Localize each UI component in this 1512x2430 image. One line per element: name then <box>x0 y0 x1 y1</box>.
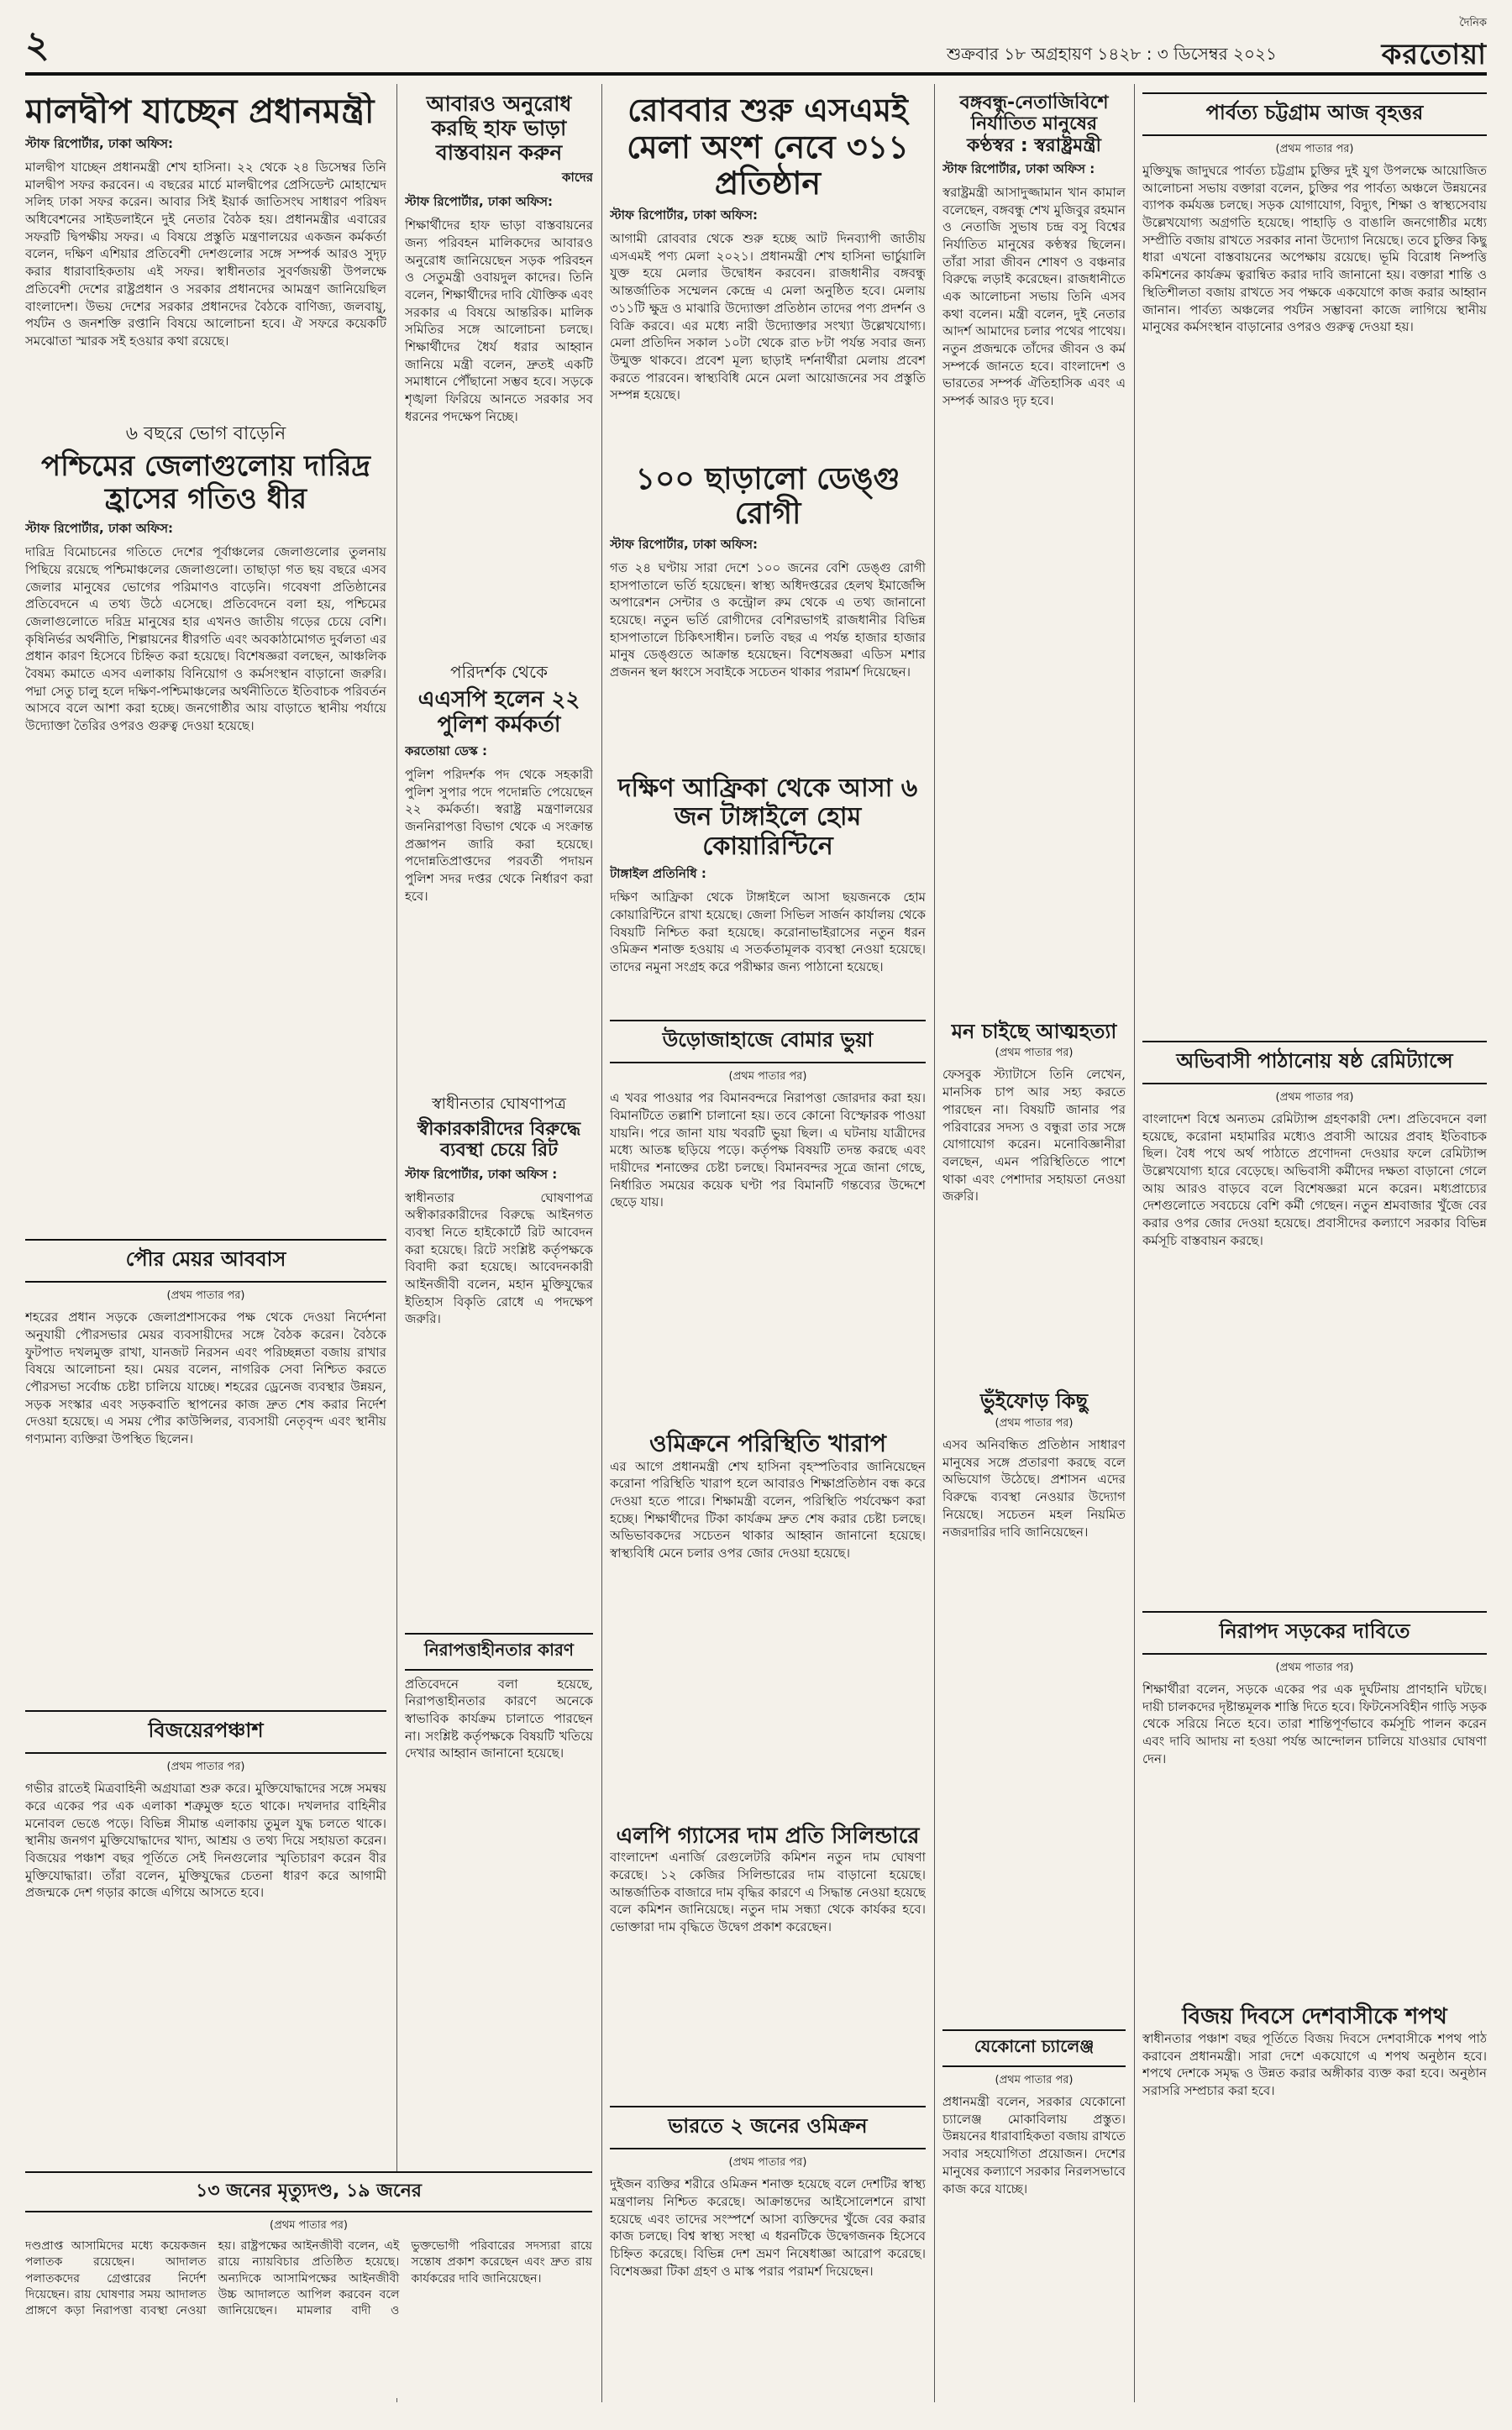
writ-byline: স্টাফ রিপোর্টার, ঢাকা অফিস : <box>405 1166 558 1182</box>
africa-byline: টাঙ্গাইল প্রতিনিধি : <box>610 866 706 882</box>
bomb-body: এ খবর পাওয়ার পর বিমানবন্দরে নিরাপত্তা জোরদার করা হয়। বিমানটিতে তল্লাশি চালানো হয়। তবে কোনো বিস্ফোরক পাওয়া যায়নি। পরে জানা যায় খবরটি ভুয়া ছিল। এ ঘটনায় যাত্রীদের মধ্যে আতঙ্ক ছড়িয়ে পড়ে। কর্তৃপক্ষ বিষয়টি তদন্ত করছে এবং দায়ীদের শনাক্তের চেষ্টা চলছে। বিমানবন্দর সূত্রে জানা গেছে, নির্ধারিত সময়ের কয়েক ঘণ্টা পর বিমানটি গন্তব্যের উদ্দেশে ছেড়ে যায়। <box>610 1090 926 1210</box>
suicide-body: ফেসবুক স্ট্যাটাসে তিনি লেখেন, মানসিক চাপ আর সহ্য করতে পারছেন না। বিষয়টি জানার পর পরিবারের সদস্য ও বন্ধুরা তার সঙ্গে যোগাযোগ করেন। মনোবিজ্ঞানীরা বলছেন, এমন পরিস্থিতিতে পাশে থাকা এবং পেশাদার সহায়তা নেওয়া জরুরি। <box>942 1067 1126 1205</box>
paura-body: শহরের প্রধান সড়কে জেলাপ্রশাসকের পক্ষ থেকে দেওয়া নির্দেশনা অনুযায়ী পৌরসভার মেয়র ব্যবসায়ীদের সঙ্গে বৈঠক করেন। বৈঠকে ফুটপাত দখলমুক্ত রাখা, যানজট নিরসন এবং পরিচ্ছন্নতা বজায় রাখার বিষয়ে আলোচনা হয়। মেয়র বলেন, নাগরিক সেবা নিশ্চিত করতে পৌরসভা সর্বোচ্চ চেষ্টা চালিয়ে যাচ্ছে। শহরের ড্রেনেজ ব্যবস্থার উন্নয়ন, সড়ক সংস্কার এবং সড়কবাতি স্থাপনের কাজ দ্রুত শেষ করার নির্দেশ দেওয়া হয়েছে। এ সময় পৌর কাউন্সিলর, ব্যবসায়ী নেতৃবৃন্দ এবং স্থানীয় গণ্যমান্য ব্যক্তিরা উপস্থিত ছিলেন। <box>25 1309 386 1446</box>
maldives-body: মালদ্বীপ যাচ্ছেন প্রধানমন্ত্রী শেখ হাসিনা। ২২ থেকে ২৪ ডিসেম্বর তিনি মালদ্বীপ সফর করবেন। এ বছরের মার্চে মালদ্বীপের প্রেসিডেন্ট মোহাম্মেদ সলিহ ঢাকা সফর করেন। আবার সিই ইয়ার্ক জাতিসংঘ সাধারণ পরিষদ অধিবেশনের সাইডলাইনে দুই নেতার বৈঠক হয়। প্রধানমন্ত্রীর এবারের সফরটি দ্বিপক্ষীয় সফর। এ বিষয়ে প্রস্তুতি মন্ত্রণালয়ের একজন কর্মকর্তা বলেন, দক্ষিণ এশিয়ার প্রতিবেশী দেশগুলোর সঙ্গে সম্পর্ক আরও সুদৃঢ় করার ধারাবাহিকতায় এই সফর। স্বাধীনতার সুবর্ণজয়ন্তী উপলক্ষে প্রতিবেশী দেশের রাষ্ট্রপ্রধান ও সরকার প্রধানদের আমন্ত্রণ জানিয়েছিল বাংলাদেশ। উভয় দেশের সরকার প্রধানদের বৈঠকে বাণিজ্য, জলবায়ু, পর্যটন ও জনশক্তি রপ্তানি বিষয়ে আলোচনা হবে। ঐ সফরে কয়েকটি সমঝোতা স্মারক সই হওয়ার কথা রয়েছে। <box>25 160 386 349</box>
bijoy-cont: (প্রথম পাতার পর) <box>166 1761 245 1774</box>
bomb-headline: উড়োজাহাজে বোমার ভুয়া <box>610 1020 926 1063</box>
column-1 <box>25 92 386 2402</box>
bangabandhu-headline: বঙ্গবন্ধু-নেতাজিবিশে নির্যাতিত মানুষের <box>959 92 1109 135</box>
masthead-small: দৈনিক <box>1459 17 1487 29</box>
bangabandhu-byline: স্টাফ রিপোর্টার, ঢাকা অফিস : <box>942 160 1095 176</box>
column-3 <box>610 92 926 2402</box>
asp-kicker: পরিদর্শক থেকে <box>449 662 549 683</box>
cht-body: মুক্তিযুদ্ধ জাদুঘরে পার্বত্য চট্টগ্রাম চুক্তির দুই যুগ উপলক্ষে আয়োজিত আলোচনা সভায় বক্তারা বলেন, চুক্তির পর পার্বত্য অঞ্চলে উন্নয়নের ব্যাপক কর্মযজ্ঞ চলছে। সড়ক যোগাযোগ, বিদ্যুৎ, শিক্ষা ও স্বাস্থ্যসেবায় উল্লেখযোগ্য অগ্রগতি হয়েছে। পাহাড়ি ও বাঙালি জনগোষ্ঠীর মধ্যে সম্প্রীতি বজায় রাখতে সরকার নানা উদ্যোগ নিয়েছে। তবে চুক্তির কিছু ধারা এখনো বাস্তবায়নের অপেক্ষায় রয়েছে। ভূমি বিরোধ নিষ্পত্তি কমিশনের কার্যক্রম ত্বরান্বিত করার দাবি জানানো হয়। বক্তারা শান্তি ও স্থিতিশীলতা বজায় রাখতে সব পক্ষকে একযোগে কাজ করার আহ্বান জানান। পার্বত্য অঞ্চলের পর্যটন সম্ভাবনা কাজে লাগিয়ে স্থানীয় মানুষের কর্মসংস্থান বাড়ানোর ওপরও গুরুত্ব দেওয়া হয়। <box>1142 163 1487 335</box>
sme-body: আগামী রোববার থেকে শুরু হচ্ছে আট দিনব্যাপী জাতীয় এসএমই পণ্য মেলা ২০২১। প্রধানমন্ত্রী শেখ হাসিনা ভার্চুয়ালি যুক্ত হয়ে মেলার উদ্বোধন করবেন। রাজধানীর বঙ্গবন্ধু আন্তর্জাতিক সম্মেলন কেন্দ্রে এ মেলা অনুষ্ঠিত হবে। মেলায় ৩১১টি ক্ষুদ্র ও মাঝারি উদ্যোক্তা প্রতিষ্ঠান তাদের পণ্য প্রদর্শন ও বিক্রি করবে। এর মধ্যে নারী উদ্যোক্তার সংখ্যা উল্লেখযোগ্য। মেলা প্রতিদিন সকাল ১০টা থেকে রাত ৮টা পর্যন্ত সবার জন্য উন্মুক্ত থাকবে। প্রবেশ মূল্য ছাড়াই দর্শনার্থীরা মেলায় প্রবেশ করতে পারবেন। স্বাস্থ্যবিধি মেনে মেলা আয়োজনের সব প্রস্তুতি সম্পন্ন হয়েছে। <box>610 231 926 403</box>
challenge-cont: (প্রথম পাতার পর) <box>995 2074 1074 2087</box>
suicide-cont: (প্রথম পাতার পর) <box>995 1047 1074 1060</box>
cht-headline: পার্বত্য চট্টগ্রাম আজ বৃহত্তর <box>1142 92 1487 136</box>
sme-headline: রোববার শুরু এসএমই মেলা অংশ নেবে ৩১১ প্রতিষ্ঠান <box>627 92 909 202</box>
asp-body: পুলিশ পরিদর্শক পদ থেকে সহকারী পুলিশ সুপার পদে পদোন্নতি পেয়েছেন ২২ কর্মকর্তা। স্বরাষ্ট্র মন্ত্রণালয়ের জননিরাপত্তা বিভাগ থেকে এ সংক্রান্ত প্রজ্ঞাপন জারি করা হয়েছে। পদোন্নতিপ্রাপ্তদের পরবর্তী পদায়ন পুলিশ সদর দপ্তর থেকে নির্ধারণ করা হবে। <box>405 767 593 904</box>
lpg-body: বাংলাদেশ এনার্জি রেগুলেটরি কমিশন নতুন দাম ঘোষণা করেছে। ১২ কেজির সিলিন্ডারের দাম বাড়ানো হয়েছে। আন্তর্জাতিক বাজারে দাম বৃদ্ধির কারণে এ সিদ্ধান্ত নেওয়া হয়েছে বলে কমিশন জানিয়েছে। নতুন দাম সন্ধ্যা থেকে কার্যকর হবে। ভোক্তারা দাম বৃদ্ধিতে উদ্বেগ প্রকাশ করেছেন। <box>610 1850 926 1935</box>
suicide-headline: মন চাইছে আত্মহত্যা <box>951 1019 1117 1043</box>
paura-cont: (প্রথম পাতার পর) <box>166 1289 245 1303</box>
poverty-byline: স্টাফ রিপোর্টার, ঢাকা অফিস: <box>25 521 173 537</box>
column-rule <box>396 84 397 2402</box>
remit-headline: অভিবাসী পাঠানোয় ষষ্ঠ রেমিট্যান্সে <box>1142 1041 1487 1084</box>
bijoy-headline: বিজয়েরপঞ্চাশ <box>25 1710 386 1754</box>
oath-body: স্বাধীনতার পঞ্চাশ বছর পূর্তিতে বিজয় দিবসে দেশবাসীকে শপথ পাঠ করাবেন প্রধানমন্ত্রী। সারা দেশে একযোগে এ শপথ অনুষ্ঠান হবে। শপথে দেশকে সমৃদ্ধ ও উন্নত করার অঙ্গীকার ব্যক্ত করা হবে। অনুষ্ঠান সরাসরি সম্প্রচার করা হবে। <box>1142 2030 1487 2098</box>
writ-kicker: স্বাধীনতার ঘোষণাপত্র <box>431 1094 567 1114</box>
column-rule <box>601 84 602 2402</box>
india-headline: ভারতে ২ জনের ওমিক্রন <box>610 2106 926 2149</box>
remit-body: বাংলাদেশ বিশ্বে অন্যতম রেমিট্যান্স গ্রহণকারী দেশ। প্রতিবেদনে বলা হয়েছে, করোনা মহামারির মধ্যেও প্রবাসী আয়ের প্রবাহ ইতিবাচক ছিল। বৈধ পথে অর্থ পাঠাতে প্রণোদনা দেওয়ার ফলে রেমিট্যান্স উল্লেখযোগ্য হারে বেড়েছে। অভিবাসী কর্মীদের দক্ষতা বাড়ানো গেলে আয় আরও বাড়বে বলে বিশেষজ্ঞরা মনে করেন। মধ্যপ্রাচ্যের দেশগুলোতে সবচেয়ে বেশি কর্মী গেছেন। নতুন শ্রমবাজার খুঁজে বের করার ওপর জোর দেওয়া হয়েছে। প্রবাসীদের কল্যাণে সরকার বিভিন্ন কর্মসূচি বাস্তবায়ন করছে। <box>1142 1111 1487 1248</box>
security-headline: নিরাপত্তাহীনতার কারণ <box>405 1633 593 1671</box>
verdict-article <box>25 2171 592 2398</box>
poverty-kicker: ৬ বছরে ভোগ বাড়েনি <box>125 423 286 444</box>
poverty-body: দারিদ্র বিমোচনের গতিতে দেশের পূর্বাঞ্চলের জেলাগুলোর তুলনায় পিছিয়ে রয়েছে পশ্চিমাঞ্চলের জেলাগুলো। তাছাড়া গত ছয় বছরে এসব জেলার মানুষের ভোগের পরিমাণও বাড়েনি। গবেষণা প্রতিষ্ঠানের প্রতিবেদনে এ তথ্য উঠে এসেছে। প্রতিবেদনে বলা হয়, পশ্চিমের জেলাগুলোতে দরিদ্র মানুষের হার এখনও জাতীয় গড়ের চেয়ে বেশি। কৃষিনির্ভর অর্থনীতি, শিল্পায়নের ধীরগতি এবং অবকাঠামোগত দুর্বলতা এর প্রধান কারণ হিসেবে চিহ্নিত করা হয়েছে। বিশেষজ্ঞরা বলছেন, আঞ্চলিক বৈষম্য কমাতে এসব এলাকায় বিনিয়োগ ও কর্মসংস্থান বাড়ানো জরুরি। পদ্মা সেতু চালু হলে দক্ষিণ-পশ্চিমাঞ্চলের অর্থনীতিতে ইতিবাচক পরিবর্তন আসবে বলে আশা করা হচ্ছে। জনগোষ্ঠীর আয় বাড়াতে স্থানীয় পর্যায়ে উদ্যোক্তা তৈরির ওপরও গুরুত্ব দেওয়া হয়েছে। <box>25 544 386 734</box>
india-cont: (প্রথম পাতার পর) <box>728 2156 807 2170</box>
column-5 <box>1142 92 1487 2402</box>
maldives-headline: মালদ্বীপ যাচ্ছেন প্রধানমন্ত্রী <box>25 92 375 131</box>
security-body: প্রতিবেদনে বলা হয়েছে, নিরাপত্তাহীনতার কারণে অনেকে স্বাভাবিক কার্যক্রম চালাতে পারছেন না। সংশ্লিষ্ট কর্তৃপক্ষকে বিষয়টি খতিয়ে দেখার আহ্বান জানানো হয়েছে। <box>405 1676 593 1761</box>
masthead-name: করতোয়া <box>1381 38 1487 71</box>
bhuifor-body: এসব অনিবন্ধিত প্রতিষ্ঠান সাধারণ মানুষের সঙ্গে প্রতারণা করছে বলে অভিযোগ উঠেছে। প্রশাসন এদের বিরুদ্ধে ব্যবস্থা নেওয়ার উদ্যোগ নিয়েছে। সচেতন মহল নিয়মিত নজরদারির দাবি জানিয়েছেন। <box>942 1437 1126 1540</box>
road-body: শিক্ষার্থীরা বলেন, সড়কে একের পর এক দুর্ঘটনায় প্রাণহানি ঘটছে। দায়ী চালকদের দৃষ্টান্তমূলক শাস্তি দিতে হবে। ফিটনেসবিহীন গাড়ি সড়ক থেকে সরিয়ে নিতে হবে। তারা শান্তিপূর্ণভাবে কর্মসূচি পালন করেন এবং দাবি আদায় না হওয়া পর্যন্ত আন্দোলন চালিয়ে যাওয়ার ঘোষণা দেন। <box>1142 1682 1487 1766</box>
bangabandhu-body: স্বরাষ্ট্রমন্ত্রী আসাদুজ্জামান খান কামাল বলেছেন, বঙ্গবন্ধু শেখ মুজিবুর রহমান ও নেতাজি সুভাষ চন্দ্র বসু বিশ্বের নির্যাতিত মানুষের কণ্ঠস্বর ছিলেন। তাঁরা সারা জীবন শোষণ ও বঞ্চনার বিরুদ্ধে লড়াই করেছেন। রাজধানীতে এক আলোচনা সভায় তিনি এসব কথা বলেন। মন্ত্রী বলেন, দুই নেতার আদর্শ আমাদের চলার পথের পাথেয়। নতুন প্রজন্মকে তাঁদের জীবন ও কর্ম সম্পর্কে জানতে হবে। বাংলাদেশ ও ভারতের সম্পর্ক ঐতিহাসিক এবং এ সম্পর্ক আরও দৃঢ় হবে। <box>942 184 1126 409</box>
bhuifor-cont: (প্রথম পাতার পর) <box>995 1417 1074 1430</box>
india-body: দুইজন ব্যক্তির শরীরে ওমিক্রন শনাক্ত হয়েছে বলে দেশটির স্বাস্থ্য মন্ত্রণালয় নিশ্চিত করেছে। আক্রান্তদের আইসোলেশনে রাখা হয়েছে এবং তাদের সংস্পর্শে আসা ব্যক্তিদের খুঁজে বের করার কাজ চলছে। বিশ্ব স্বাস্থ্য সংস্থা এ ধরনটিকে উদ্বেগজনক হিসেবে চিহ্নিত করেছে। বিভিন্ন দেশ ভ্রমণ নিষেধাজ্ঞা আরোপ করেছে। বিশেষজ্ঞরা টিকা গ্রহণ ও মাস্ক পরার পরামর্শ দিয়েছেন। <box>610 2176 926 2279</box>
column-rule <box>1134 84 1135 2402</box>
issue-date: শুক্রবার ১৮ অগ্রহায়ণ ১৪২৮ : ৩ ডিসেম্বর ২০২১ <box>947 44 1277 64</box>
paura-headline: পৌর মেয়র আববাস <box>25 1239 386 1283</box>
verdict-body: দণ্ডপ্রাপ্ত আসামিদের মধ্যে কয়েকজন পলাতক রয়েছেন। আদালত পলাতকদের গ্রেপ্তারের নির্দেশ দিয়েছেন। রায় ঘোষণার সময় আদালত প্রাঙ্গণে কড়া নিরাপত্তা ব্যবস্থা নেওয়া হয়। রাষ্ট্রপক্ষের আইনজীবী বলেন, এই রায়ে ন্যায়বিচার প্রতিষ্ঠিত হয়েছে। অন্যদিকে আসামিপক্ষের আইনজীবী উচ্চ আদালতে আপিল করবেন বলে জানিয়েছেন। মামলার বাদী ও ভুক্তভোগী পরিবারের সদস্যরা রায়ে সন্তোষ প্রকাশ করেছেন এবং দ্রুত রায় কার্যকরের দাবি জানিয়েছেন। <box>25 2239 592 2318</box>
fare-body: শিক্ষার্থীদের হাফ ভাড়া বাস্তবায়নের জন্য পরিবহন মালিকদের আবারও অনুরোধ জানিয়েছেন সড়ক পরিবহন ও সেতুমন্ত্রী ওবায়দুল কাদের। তিনি বলেন, শিক্ষার্থীদের দাবি যৌক্তিক এবং সরকার এ বিষয়ে আন্তরিক। মালিক সমিতির সঙ্গে আলোচনা চলছে। শিক্ষার্থীদের ধৈর্য ধরার আহ্বান জানিয়ে মন্ত্রী বলেন, দ্রুতই একটি সমাধানে পৌঁছানো সম্ভব হবে। সড়কে শৃঙ্খলা ফিরিয়ে আনতে সরকার সব ধরনের পদক্ষেপ নিচ্ছে। <box>405 218 593 424</box>
writ-headline: স্বীকারকারীদের বিরুদ্ধে ব্যবস্থা চেয়ে রিট <box>417 1119 581 1162</box>
dengue-headline: ১০০ ছাড়ালো ডেঙ্গু রোগী <box>635 462 900 532</box>
africa-body: দক্ষিণ আফ্রিকা থেকে টাঙ্গাইলে আসা ছয়জনকে হোম কোয়ারিন্টিনে রাখা হয়েছে। জেলা সিভিল সার্জন কার্যালয় থেকে বিষয়টি নিশ্চিত করা হয়েছে। করোনাভাইরাসের নতুন ধরন ওমিক্রন শনাক্ত হওয়ায় এ সতর্কতামূলক ব্যবস্থা নেওয়া হয়েছে। তাদের নমুনা সংগ্রহ করে পরীক্ষার জন্য পাঠানো হয়েছে। <box>610 890 926 975</box>
challenge-body: প্রধানমন্ত্রী বলেন, সরকার যেকোনো চ্যালেঞ্জ মোকাবিলায় প্রস্তুত। উন্নয়নের ধারাবাহিকতা বজায় রাখতে সবার সহযোগিতা প্রয়োজন। দেশের মানুষের কল্যাণে সরকার নিরলসভাবে কাজ করে যাচ্ছে। <box>942 2094 1126 2196</box>
road-cont: (প্রথম পাতার পর) <box>1275 1661 1354 1674</box>
column-rule <box>934 84 935 2402</box>
remit-cont: (প্রথম পাতার পর) <box>1275 1091 1354 1104</box>
maldives-byline: স্টাফ রিপোর্টার, ঢাকা অফিস: <box>25 136 173 151</box>
africa-headline: দক্ষিণ আফ্রিকা থেকে আসা ৬ জন টাঙ্গাইলে হোম কোয়ারিন্টিনে <box>617 773 918 861</box>
column-2 <box>405 92 593 2163</box>
omicron-body: এর আগে প্রধানমন্ত্রী শেখ হাসিনা বৃহস্পতিবার জানিয়েছেন করোনা পরিস্থিতি খারাপ হলে আবারও শিক্ষাপ্রতিষ্ঠান বন্ধ করে দেওয়া হতে পারে। শিক্ষামন্ত্রী বলেন, পরিস্থিতি পর্যবেক্ষণ করা হচ্ছে। শিক্ষার্থীদের টিকা কার্যক্রম দ্রুত শেষ করার চেষ্টা চলছে। অভিভাবকদের সচেতন থাকার আহ্বান জানানো হয়েছে। স্বাস্থ্যবিধি মেনে চলার ওপর জোর দেওয়া হয়েছে। <box>610 1458 926 1561</box>
sme-byline: স্টাফ রিপোর্টার, ঢাকা অফিস: <box>610 207 758 223</box>
asp-headline: এএসপি হলেন ২২ পুলিশ কর্মকর্তা <box>417 687 580 738</box>
poverty-headline: পশ্চিমের জেলাগুলোয় দারিদ্র হ্রাসের গতিও ধীর <box>41 449 370 517</box>
page-number: ২ <box>25 24 50 66</box>
verdict-headline: ১৩ জনের মৃত্যুদণ্ড, ১৯ জনের <box>25 2171 592 2212</box>
asp-byline: করতোয়া ডেস্ক : <box>405 743 487 759</box>
fare-headline: আবারও অনুরোধ করছি হাফ ভাড়া বাস্তবায়ন করুন <box>426 92 572 165</box>
verdict-cont: (প্রথম পাতার পর) <box>270 2219 348 2232</box>
bijoy-body: গভীর রাতেই মিত্রবাহিনী অগ্রযাত্রা শুরু করে। মুক্তিযোদ্ধাদের সঙ্গে সমন্বয় করে একের পর এক এলাকা শত্রুমুক্ত হতে থাকে। দখলদার বাহিনীর মনোবল ভেঙে পড়ে। বিভিন্ন সীমান্ত এলাকায় তুমুল যুদ্ধ চলতে থাকে। স্থানীয় জনগণ মুক্তিযোদ্ধাদের খাদ্য, আশ্রয় ও তথ্য দিয়ে সহায়তা করেন। বিজয়ের পঞ্চাশ বছর পূর্তিতে সেই দিনগুলোর স্মৃতিচারণ করেন বীর মুক্তিযোদ্ধারা। তাঁরা বলেন, মুক্তিযুদ্ধের চেতনা ধারণ করে আগামী প্রজন্মকে দেশ গড়ার কাজে এগিয়ে আসতে হবে। <box>25 1781 386 1901</box>
road-headline: নিরাপদ সড়কের দাবিতে <box>1142 1611 1487 1655</box>
oath-headline: বিজয় দিবসে দেশবাসীকে শপথ <box>1182 2004 1447 2029</box>
challenge-headline: যেকোনো চ্যালেঞ্জ <box>942 2029 1126 2067</box>
cht-cont: (প্রথম পাতার পর) <box>1275 143 1354 155</box>
lpg-headline: এলপি গ্যাসের দাম প্রতি সিলিন্ডারে <box>616 1823 920 1849</box>
bomb-cont: (প্রথম পাতার পর) <box>728 1070 807 1084</box>
dengue-body: গত ২৪ ঘণ্টায় সারা দেশে ১০০ জনের বেশি ডেঙ্গু রোগী হাসপাতালে ভর্তি হয়েছেন। স্বাস্থ্য অধিদপ্তরের হেলথ ইমার্জেন্সি অপারেশন সেন্টার ও কন্ট্রোল রুম থেকে এ তথ্য জানানো হয়েছে। নতুন ভর্তি রোগীদের বেশিরভাগই রাজধানীর বিভিন্ন হাসপাতালে চিকিৎসাধীন। চলতি বছর এ পর্যন্ত হাজার হাজার মানুষ ডেঙ্গুতে আক্রান্ত হয়েছেন। বিশেষজ্ঞরা এডিস মশার প্রজনন স্থল ধ্বংসে সবাইকে সচেতন থাকার পরামর্শ দিয়েছেন। <box>610 559 926 680</box>
fare-byline-name: কাদের <box>561 170 593 186</box>
bangabandhu-headline-2: কণ্ঠস্বর : স্বরাষ্ট্রমন্ত্রী <box>967 134 1101 156</box>
fare-byline: স্টাফ রিপোর্টার, ঢাকা অফিস: <box>405 194 553 210</box>
page-header <box>25 15 1487 76</box>
omicron-headline: ওমিক্রনে পরিস্থিতি খারাপ <box>648 1430 887 1458</box>
writ-body: স্বাধীনতার ঘোষণাপত্র অস্বীকারকারীদের বিরুদ্ধে আইনগত ব্যবস্থা নিতে হাইকোর্টে রিট আবেদন করা হয়েছে। রিটে সংশ্লিষ্ট কর্তৃপক্ষকে বিবাদী করা হয়েছে। আবেদনকারী আইনজীবী বলেন, মহান মুক্তিযুদ্ধের ইতিহাস বিকৃতি রোধে এ পদক্ষেপ জরুরি। <box>405 1189 593 1327</box>
masthead-logo <box>1294 15 1487 71</box>
dengue-byline: স্টাফ রিপোর্টার, ঢাকা অফিস: <box>610 536 758 552</box>
bhuifor-headline: ভুঁইফোড় কিছু <box>979 1389 1089 1414</box>
column-4 <box>942 92 1126 2402</box>
